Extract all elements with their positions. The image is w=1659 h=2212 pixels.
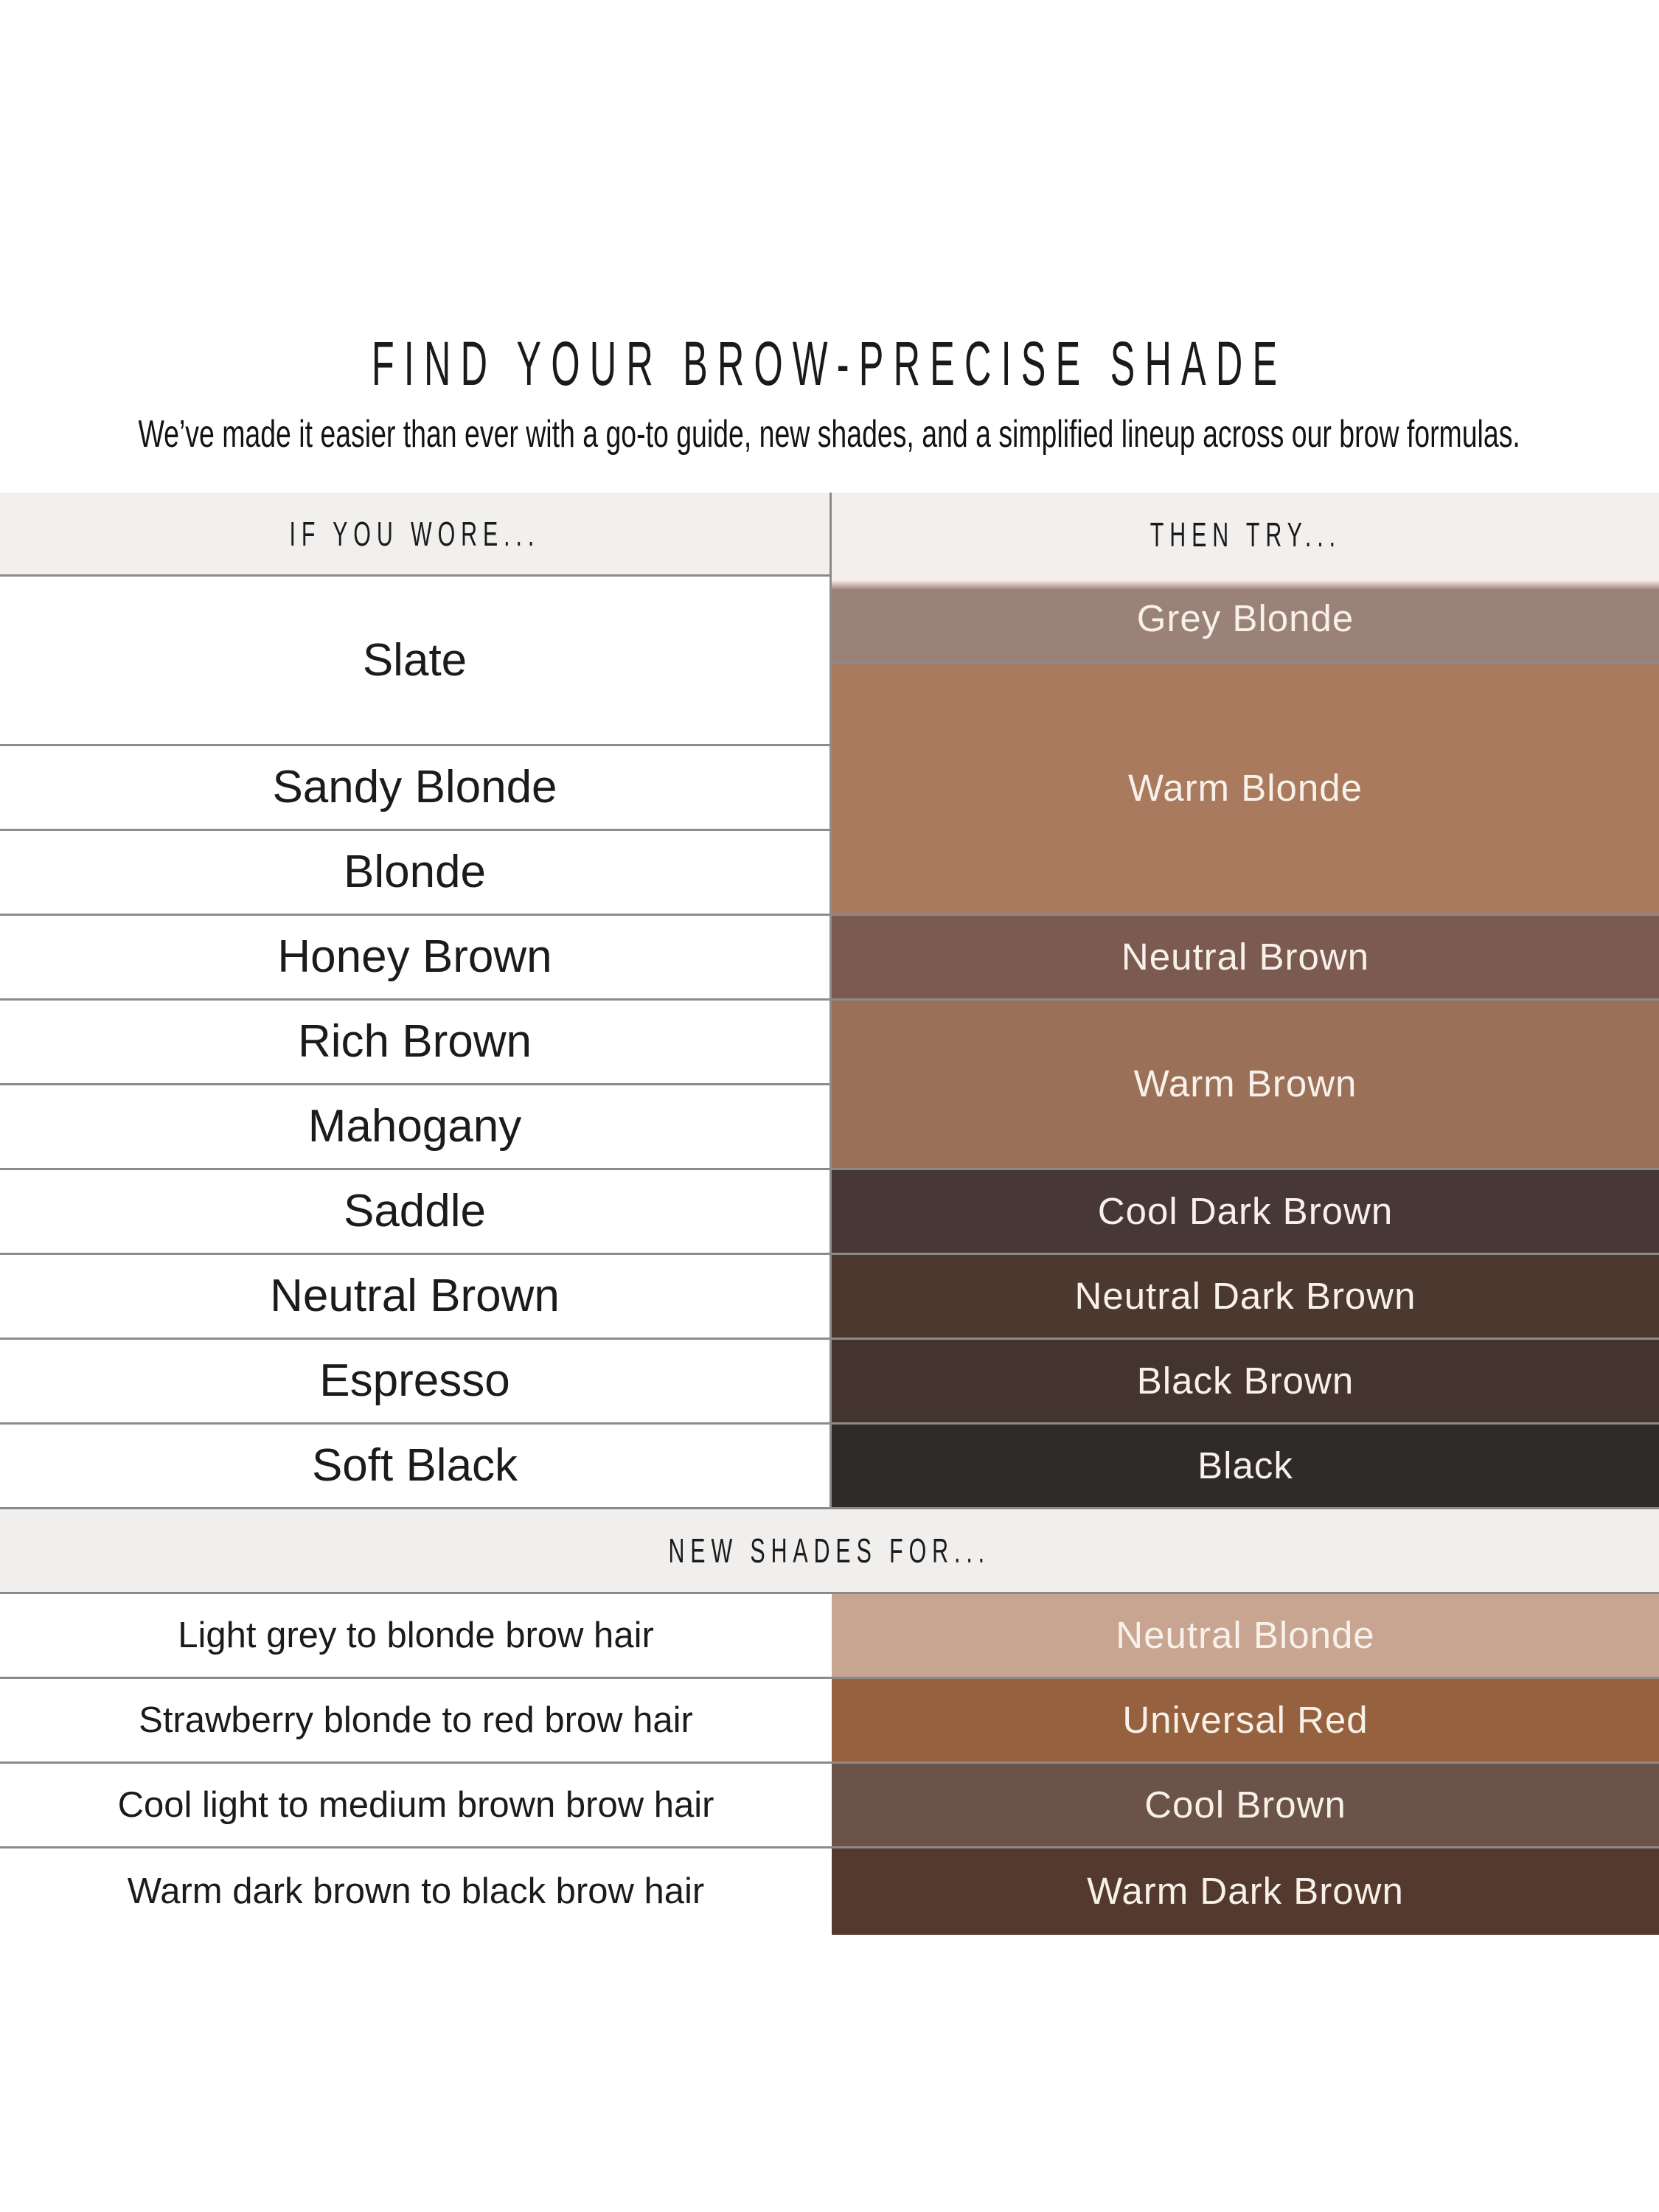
row-label-text: Honey Brown (277, 931, 552, 983)
row-label-slate (0, 577, 832, 746)
page-subtitle-text: We’ve made it easier than ever with a go-to guide, new shades, and a simplified lineup across our brow formulas. (138, 413, 1521, 456)
new-shade-row-warm-dark-brown (0, 1848, 1659, 1935)
hair-type-label-strawberry-blonde-to-red-brow-hair (0, 1679, 832, 1761)
page-title-text: FIND YOUR BROW-PRECISE SHADE (372, 329, 1287, 398)
new-shade-row-universal-red (0, 1679, 1659, 1764)
row-label-text: Saddle (343, 1186, 487, 1237)
row-label-neutral-brown (0, 1255, 832, 1340)
new-shade-row-neutral-blonde (0, 1594, 1659, 1679)
table-header-row (0, 493, 1659, 577)
hair-type-label-text: Light grey to blonde brow hair (178, 1615, 654, 1655)
row-label-text: Blonde (343, 846, 487, 898)
hair-type-label-text: Cool light to medium brown brow hair (117, 1784, 714, 1825)
old-shades-column (0, 577, 832, 1509)
swatch-label-text: Black Brown (1136, 1359, 1354, 1402)
hair-type-label-warm-dark-brown-to-black-brow-hair (0, 1848, 832, 1935)
column-header-then-try-text: THEN TRY... (1150, 515, 1341, 554)
row-label-text: Rich Brown (298, 1016, 532, 1068)
swatch-label-text: Neutral Blonde (1116, 1613, 1375, 1656)
swatch-universal-red (832, 1679, 1659, 1761)
new-shade-swatch-column (832, 577, 1659, 1509)
new-shades-band (0, 1509, 1659, 1594)
swatch-label-text: Warm Blonde (1127, 767, 1363, 810)
shade-mapping-section (0, 577, 1659, 1509)
column-header-if-you-wore (0, 493, 832, 577)
swatch-label-text: Neutral Brown (1121, 935, 1370, 978)
swatch-label-text: Neutral Dark Brown (1074, 1274, 1416, 1317)
page-subtitle (0, 413, 1659, 457)
swatch-label-text: Grey Blonde (1136, 597, 1354, 640)
swatch-label-text: Cool Brown (1144, 1783, 1346, 1826)
row-label-mahogany (0, 1085, 832, 1170)
swatch-label-text: Universal Red (1122, 1698, 1368, 1741)
new-shade-row-cool-brown (0, 1764, 1659, 1848)
swatch-cool-dark-brown (832, 1170, 1659, 1255)
row-label-blonde (0, 831, 832, 916)
row-label-sandy-blonde (0, 746, 832, 831)
swatch-grey-blonde (832, 577, 1659, 664)
row-label-text: Soft Black (311, 1440, 518, 1492)
swatch-label-text: Black (1197, 1444, 1293, 1486)
column-header-then-try (832, 493, 1659, 577)
row-label-rich-brown (0, 1001, 832, 1085)
new-shades-section (0, 1594, 1659, 1935)
new-shades-band-text: NEW SHADES FOR... (668, 1531, 991, 1570)
swatch-warm-brown (832, 1001, 1659, 1170)
swatch-warm-blonde (832, 664, 1659, 916)
swatch-black-brown (832, 1340, 1659, 1425)
hair-type-label-light-grey-to-blonde-brow-hair (0, 1594, 832, 1677)
intro-section (0, 0, 1659, 493)
swatch-label-text: Cool Dark Brown (1097, 1189, 1394, 1232)
swatch-warm-dark-brown (832, 1848, 1659, 1935)
row-label-text: Mahogany (307, 1101, 522, 1152)
column-header-if-you-wore-text: IF YOU WORE... (289, 514, 540, 553)
row-label-honey-brown (0, 916, 832, 1001)
row-label-saddle (0, 1170, 832, 1255)
swatch-label-text: Warm Brown (1133, 1062, 1357, 1105)
row-label-text: Espresso (319, 1355, 510, 1407)
swatch-neutral-dark-brown (832, 1255, 1659, 1340)
row-label-text: Neutral Brown (270, 1270, 560, 1322)
swatch-black (832, 1425, 1659, 1509)
swatch-neutral-blonde (832, 1594, 1659, 1677)
hair-type-label-cool-light-to-medium-brown-brow-hair (0, 1764, 832, 1846)
hair-type-label-text: Strawberry blonde to red brow hair (139, 1700, 693, 1740)
page-title (0, 323, 1659, 404)
hair-type-label-text: Warm dark brown to black brow hair (127, 1871, 705, 1912)
row-label-text: Sandy Blonde (272, 762, 557, 813)
swatch-label-text: Warm Dark Brown (1087, 1870, 1404, 1913)
swatch-neutral-brown (832, 916, 1659, 1001)
row-label-soft-black (0, 1425, 832, 1509)
shade-table (0, 493, 1659, 1935)
row-label-espresso (0, 1340, 832, 1425)
row-label-text: Slate (362, 634, 467, 686)
swatch-cool-brown (832, 1764, 1659, 1846)
